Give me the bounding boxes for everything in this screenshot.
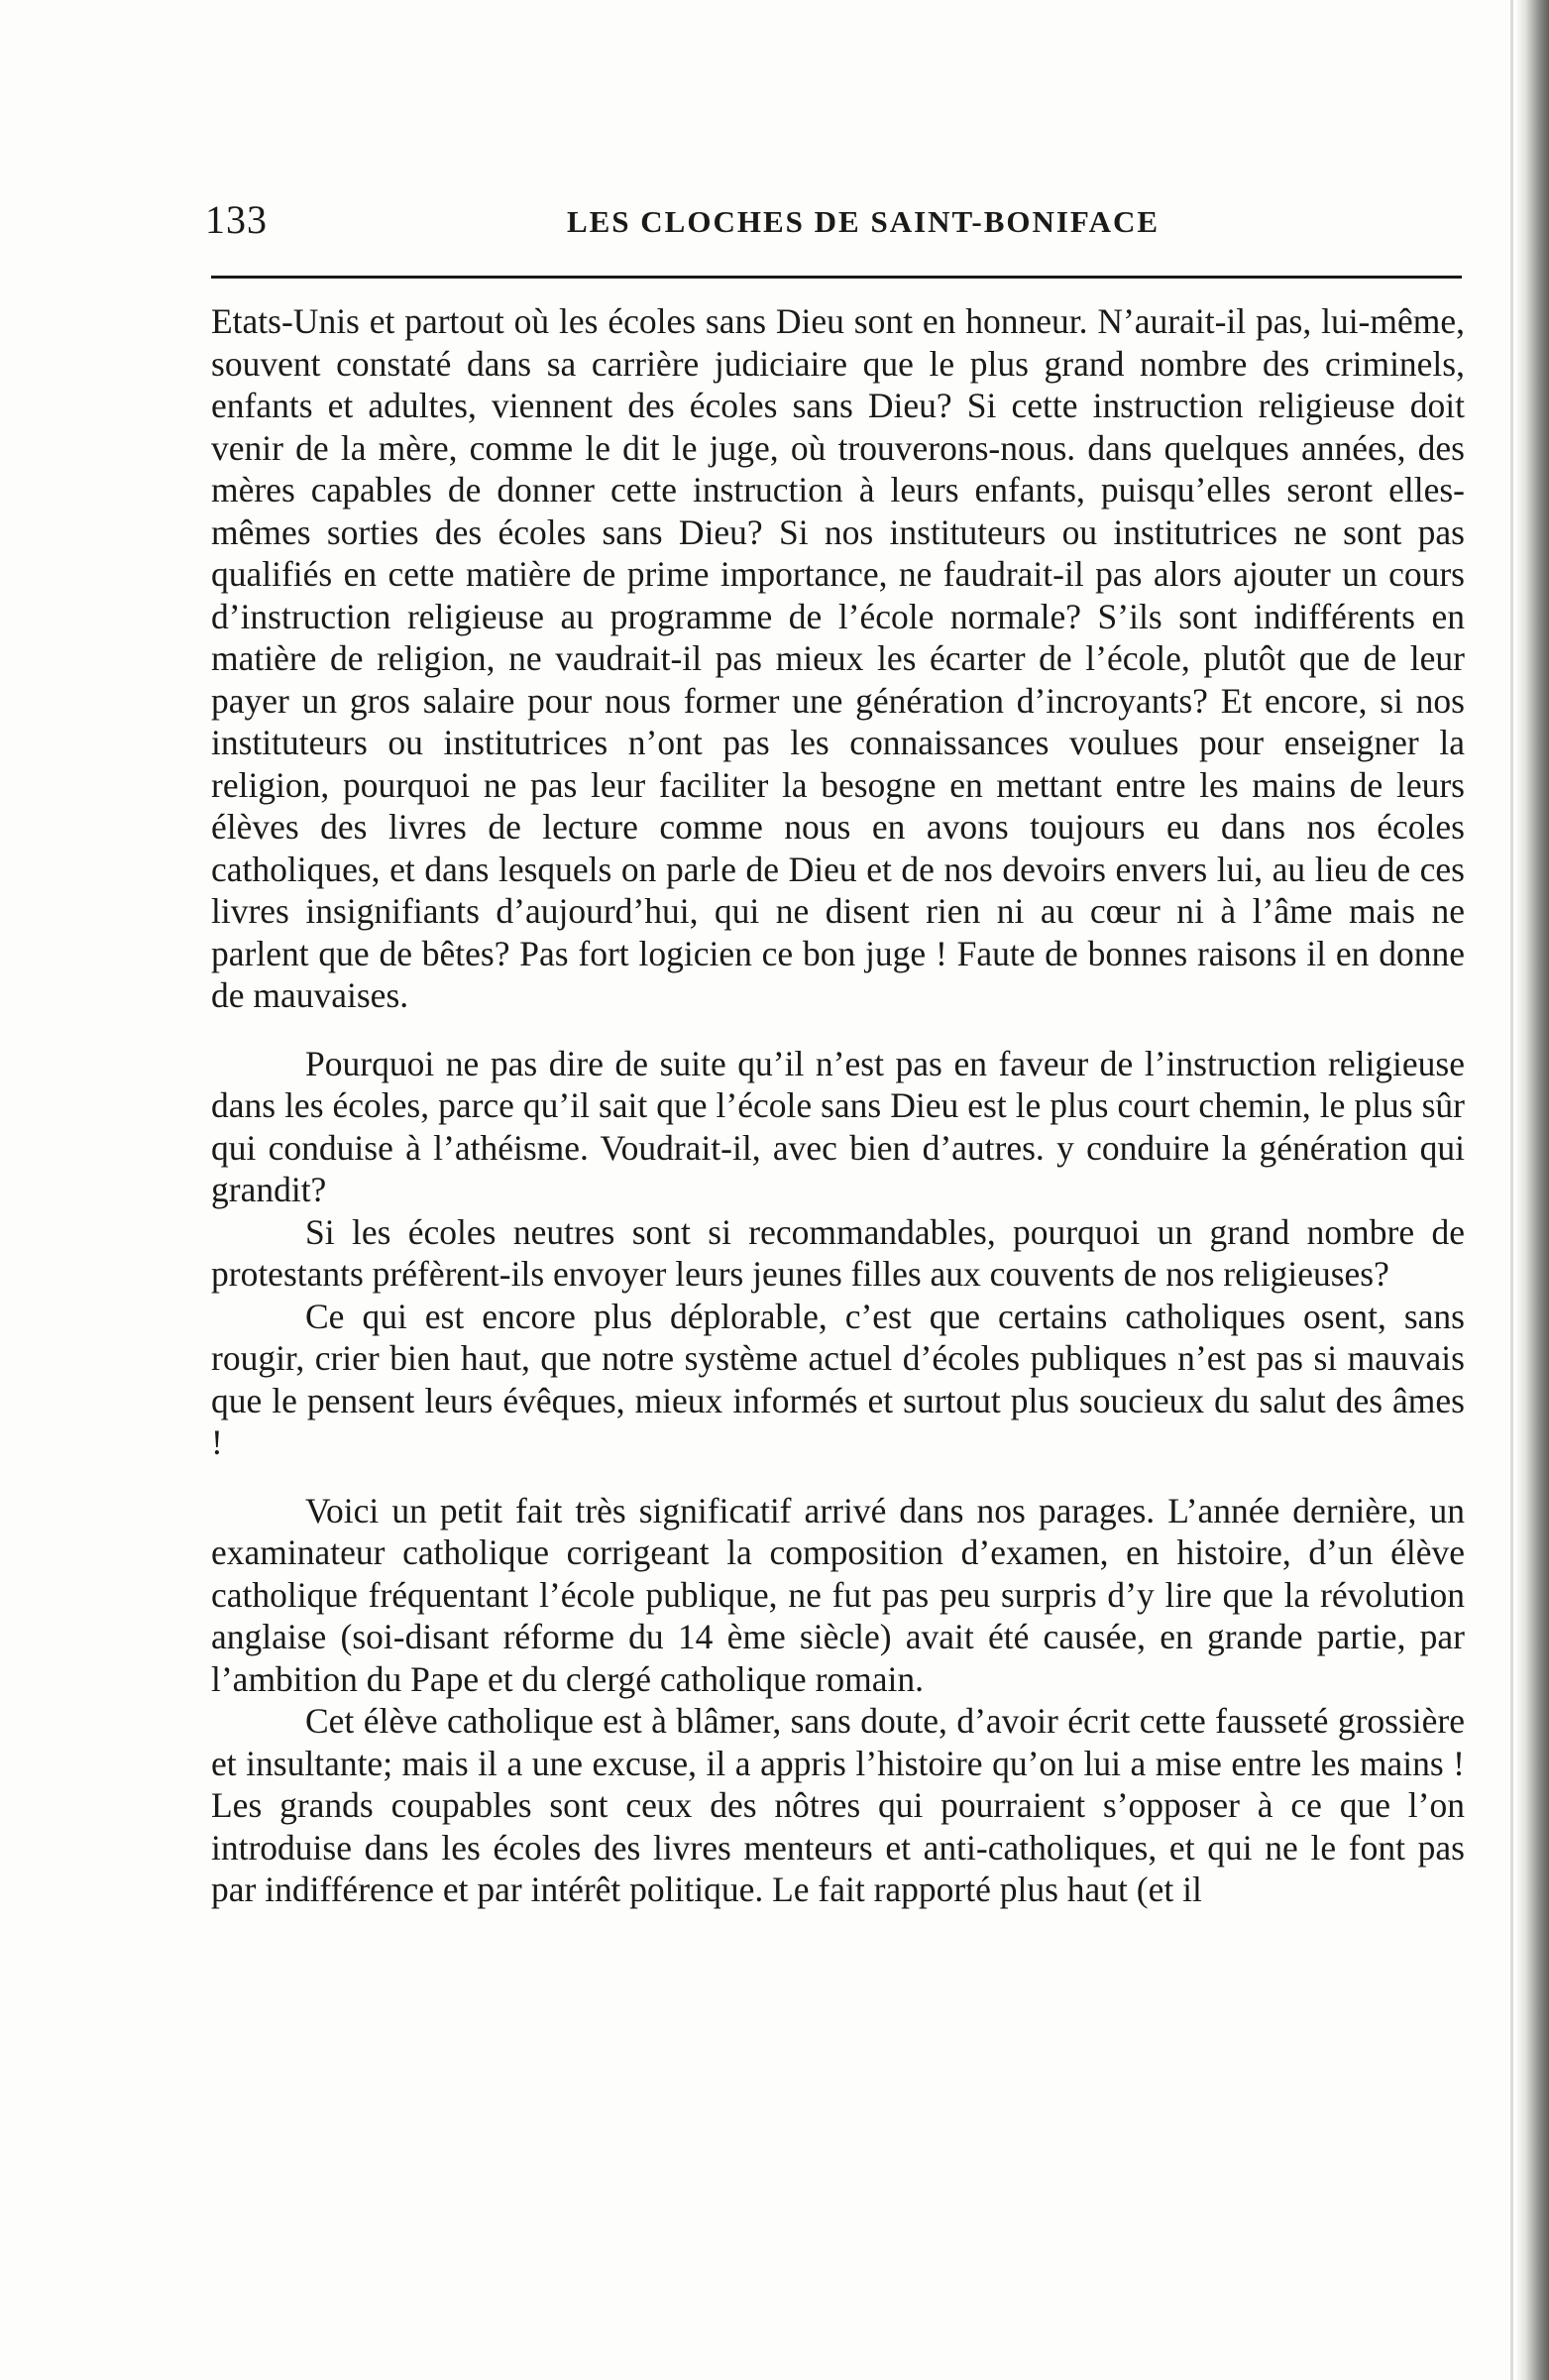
scanned-page-edge-shadow bbox=[1510, 0, 1513, 2380]
body-text bbox=[211, 300, 1465, 1911]
page-header bbox=[205, 196, 1462, 256]
scanned-page-edge bbox=[1515, 0, 1549, 2380]
page-number: 133 bbox=[205, 197, 268, 242]
paragraph-3: Si les écoles neutres sont si recommandables, pourquoi un grand nombre de protestants préfèrent-ils envoyer leurs jeunes filles aux couvents de nos religieuses? bbox=[211, 1211, 1465, 1294]
paragraph-5: Voici un petit fait très significatif arrivé dans nos parages. L’année dernière, un examinateur catholique corrigeant la composition d’examen, en histoire, d’un élève catholique fréquentant l’école publique, ne fut pas peu surpris d’y lire que la révolution anglaise (soi-disant réforme du 14 ème siècle) avait été causée, en grande partie, par l’ambition du Pape et du clergé catholique romain. bbox=[211, 1490, 1465, 1699]
running-title: LES CLOCHES DE SAINT-BONIFACE bbox=[566, 204, 1161, 239]
paragraph-6: Cet élève catholique est à blâmer, sans doute, d’avoir écrit cette fausseté grossière et insultante; mais il a une excuse, il a appris l’histoire qu’on lui a mise entre les mains ! Les grands coupables sont ceux des nôtres qui pourraient s’opposer à ce que l’on introduise dans les écoles des livres menteurs et anti-catholiques, et qui ne le font pas par indifférence et par intérêt politique. Le fait rapporté plus haut (et il bbox=[211, 1701, 1465, 1909]
paragraph-1: Etats-Unis et partout où les écoles sans Dieu sont en honneur. N’aurait-il pas, lui-même, souvent constaté dans sa carrière judiciaire que le plus grand nombre des criminels, enfants et adultes, viennent des écoles sans Dieu? Si cette instruction religieuse doit venir de la mère, comme le dit le juge, où trouverons-nous. dans quelques années, des mères capables de donner cette instruction à leurs enfants, puisqu’elles seront elles-mêmes sorties des écoles sans Dieu? Si nos instituteurs ou institutrices ne sont pas qualifiés en cette matière de prime importance, ne faudrait-il pas alors ajouter un cours d’instruction religieuse au programme de l’école normale? S’ils sont indifférents en matière de religion, ne vaudrait-il pas mieux les écarter de l’école, plutôt que de leur payer un gros salaire pour nous former une génération d’incroyants? Et encore, si nos instituteurs ou institutrices n’ont pas les connaissances voulues pour enseigner la religion, pourquoi ne pas leur faciliter la besogne en mettant entre les mains de leurs élèves des livres de lecture comme nous en avons toujours eu dans nos écoles catholiques, et dans lesquels on parle de Dieu et de nos devoirs envers lui, au lieu de ces livres insignifiants d’aujourd’hui, qui ne disent rien ni au cœur ni à l’âme mais ne parlent que de bêtes? Pas fort logicien ce bon juge ! Faute de bonnes raisons il en donne de mauvaises. bbox=[211, 301, 1465, 1015]
paragraph-2: Pourquoi ne pas dire de suite qu’il n’est pas en faveur de l’instruction religieuse dans les écoles, parce qu’il sait que l’école sans Dieu est le plus court chemin, le plus sûr qui conduise à l’athéisme. Voudrait-il, avec bien d’autres. y conduire la génération qui grandit? bbox=[211, 1043, 1465, 1209]
header-rule bbox=[211, 276, 1462, 279]
paragraph-4: Ce qui est encore plus déplorable, c’est que certains catholiques osent, sans rougir, crier bien haut, que notre système actuel d’écoles publiques n’est pas si mauvais que le pensent leurs évêques, mieux informés et surtout plus soucieux du salut des âmes ! bbox=[211, 1296, 1465, 1462]
